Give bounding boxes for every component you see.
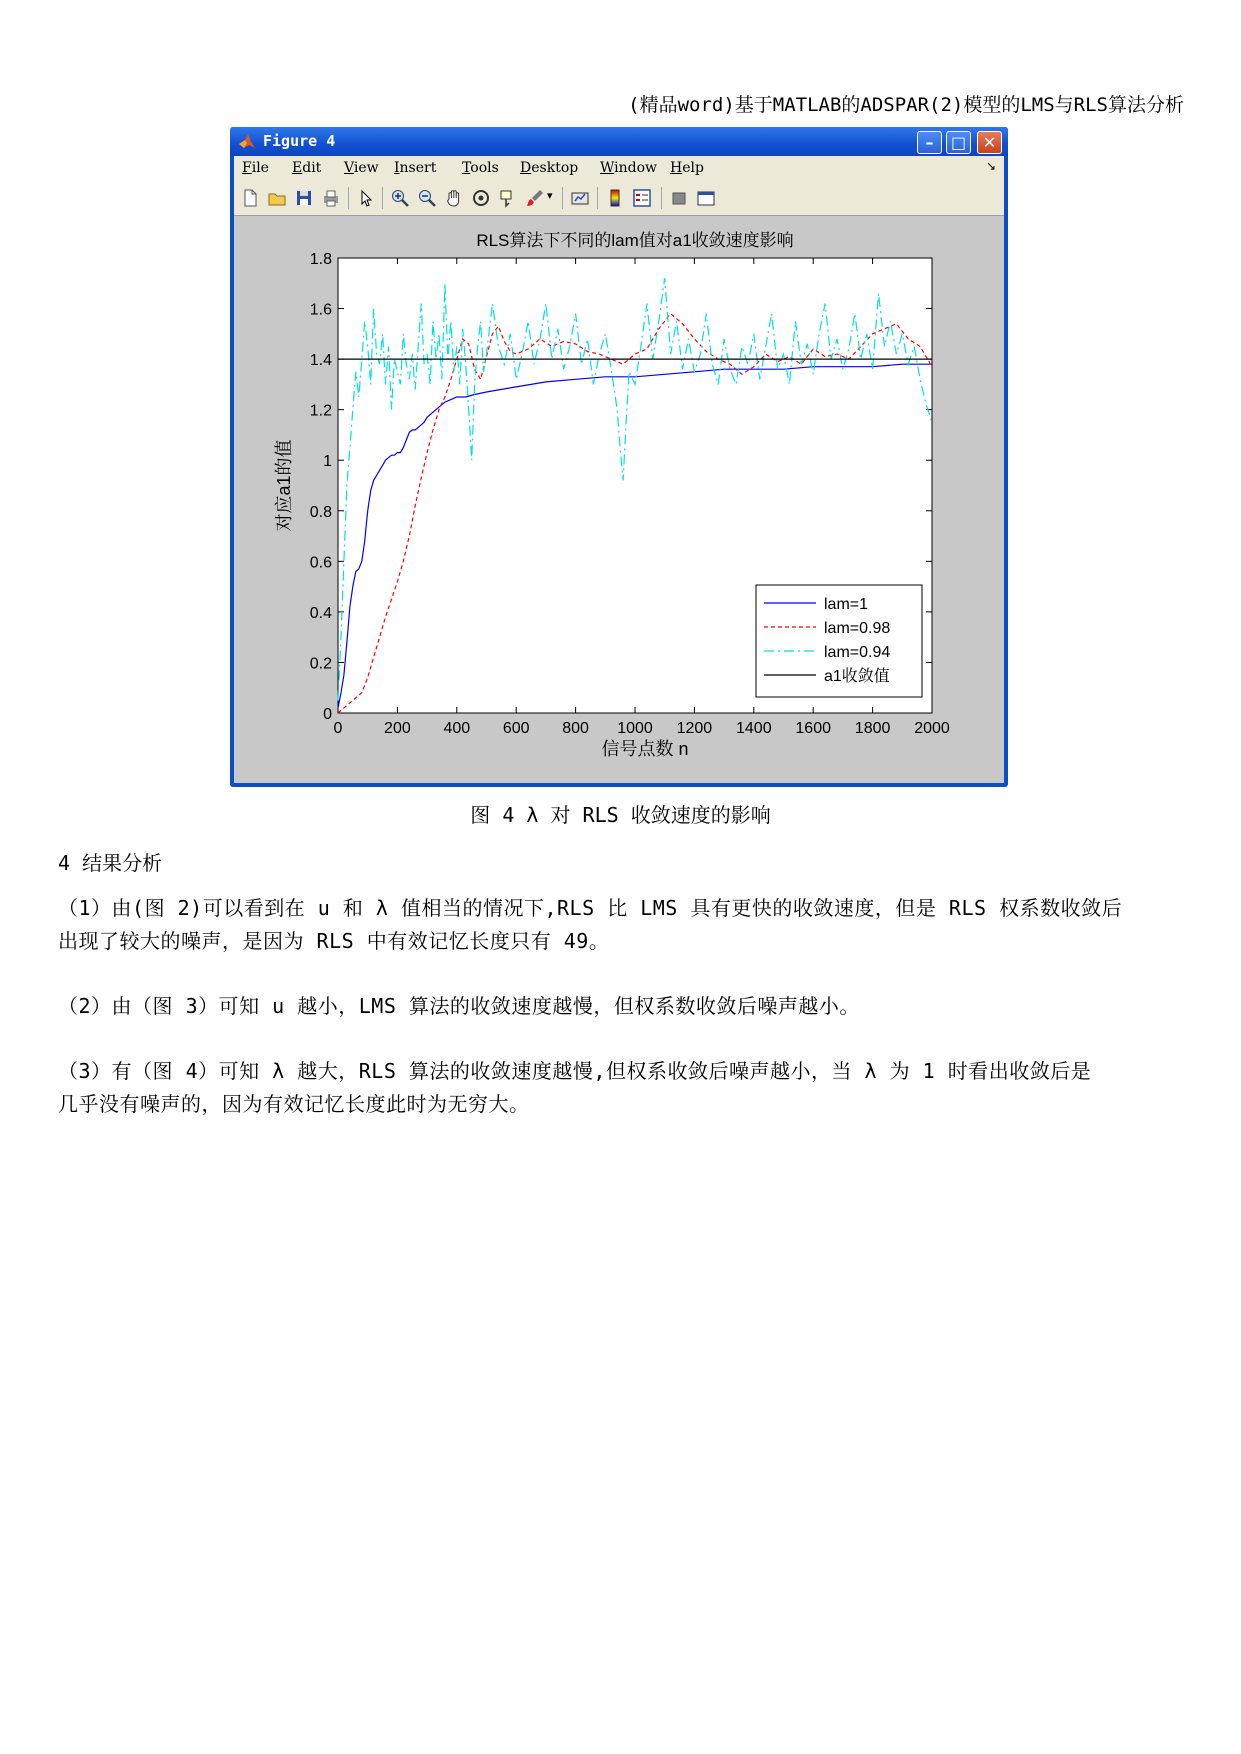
matlab-logo-icon [238,133,256,151]
maximize-icon: □ [950,133,967,152]
menu-desktop[interactable]: Desktop [520,160,579,176]
legend-label-1: lam=0.98 [824,620,891,637]
minimize-icon: – [925,133,934,152]
x-tick-label: 2000 [914,720,950,737]
x-tick-label: 800 [562,720,589,737]
y-tick-label: 0.6 [309,554,332,572]
menu-help[interactable]: Help [670,160,704,176]
legend-label-2: lam=0.94 [824,644,891,661]
menu-tools[interactable]: Tools [462,160,499,176]
rotate-3d-icon[interactable] [471,188,491,208]
x-axis-label: 信号点数 n [601,739,689,759]
y-tick-label: 0 [323,706,332,723]
x-tick-label: 1200 [676,720,713,737]
menu-edit[interactable]: Edit [292,160,322,176]
new-file-icon[interactable] [240,188,260,208]
figure-toolbar [234,181,1004,216]
legend-label-0: lam=1 [824,596,869,613]
pan-hand-icon[interactable] [444,188,464,208]
window-title-bar[interactable] [230,127,1008,156]
paragraph-3-line-2: 几乎没有噪声的，因为有效记忆长度此时为无穷大。 [58,1092,530,1116]
y-tick-label: 1.8 [309,251,332,268]
figure-canvas [234,216,1004,783]
menu-file[interactable]: File [242,160,269,176]
matlab-figure-window [230,127,1008,787]
x-tick-label: 1800 [854,720,891,737]
y-tick-label: 1.2 [309,402,332,420]
window-body [234,156,1004,783]
figure-caption: 图 4 λ 对 RLS 收敛速度的影响 [470,803,771,827]
chart-title: RLS算法下不同的lam值对a1收敛速度影响 [476,231,794,250]
hide-plot-tools-icon[interactable] [669,188,689,208]
y-tick-label: 0.2 [309,655,332,673]
save-icon[interactable] [294,188,314,208]
x-tick-label: 1600 [795,720,831,737]
pointer-icon[interactable] [356,188,376,208]
section-heading: 4 结果分析 [58,851,163,875]
close-icon: ✕ [982,133,997,152]
link-plot-icon[interactable] [570,188,590,208]
colorbar-icon[interactable] [605,188,625,208]
print-icon[interactable] [321,188,341,208]
y-axis-label: 对应a1的值 [274,439,294,532]
paragraph-1-line-2: 出现了较大的噪声，是因为 RLS 中有效记忆长度只有 49。 [58,929,610,953]
paragraph-3-line-1: （3）有（图 4）可知 λ 越大，RLS 算法的收敛速度越慢,但权系收敛后噪声越小，当 λ 为 1 时看出收敛后是 [58,1059,1092,1083]
zoom-in-icon[interactable] [390,188,410,208]
data-cursor-icon[interactable] [498,188,518,208]
paragraph-2 [58,990,1183,1023]
paragraph-2-line-1: （2）由（图 3）可知 u 越小，LMS 算法的收敛速度越慢，但权系数收敛后噪声越小。 [58,994,860,1018]
y-tick-label: 1.4 [309,352,332,370]
brush-dropdown-icon[interactable]: ▾ [547,189,553,202]
menu-bar [234,156,1004,181]
x-tick-label: 600 [502,720,530,737]
x-tick-label: 0 [333,720,343,737]
y-tick-label: 0.4 [309,604,332,622]
y-tick-label: 0.8 [309,503,332,521]
show-plot-tools-icon[interactable] [696,188,716,208]
x-tick-label: 1000 [617,720,653,737]
chart-svg [234,216,1004,783]
close-button[interactable] [977,131,1002,154]
menu-view[interactable]: View [344,160,379,176]
window-title: Figure 4 [263,132,336,150]
menu-window[interactable]: Window [600,160,658,176]
menu-dock-arrow-icon[interactable]: ↘ [985,159,996,173]
legend-label-3: a1收敛值 [824,668,890,685]
menu-insert[interactable]: Insert [394,160,437,176]
zoom-out-icon[interactable] [417,188,437,208]
paragraph-1 [58,892,1183,958]
paragraph-1-line-1: （1）由(图 2)可以看到在 u 和 λ 值相当的情况下,RLS 比 LMS 具有更快的收敛速度，但是 RLS 权系数收敛后 [58,896,1123,920]
document-header-title: (精品word)基于MATLAB的ADSPAR(2)模型的LMS与RLS算法分析 [628,94,1184,116]
open-folder-icon[interactable] [267,188,287,208]
y-tick-label: 1 [323,453,332,471]
brush-icon[interactable] [525,188,545,208]
legend-icon[interactable] [632,188,652,208]
paragraph-3 [58,1055,1183,1121]
x-tick-label: 400 [443,720,471,737]
x-tick-label: 1400 [736,720,772,737]
minimize-button[interactable] [917,131,942,154]
y-tick-label: 1.6 [309,301,332,319]
maximize-button[interactable] [946,131,971,154]
x-tick-label: 200 [384,720,411,737]
